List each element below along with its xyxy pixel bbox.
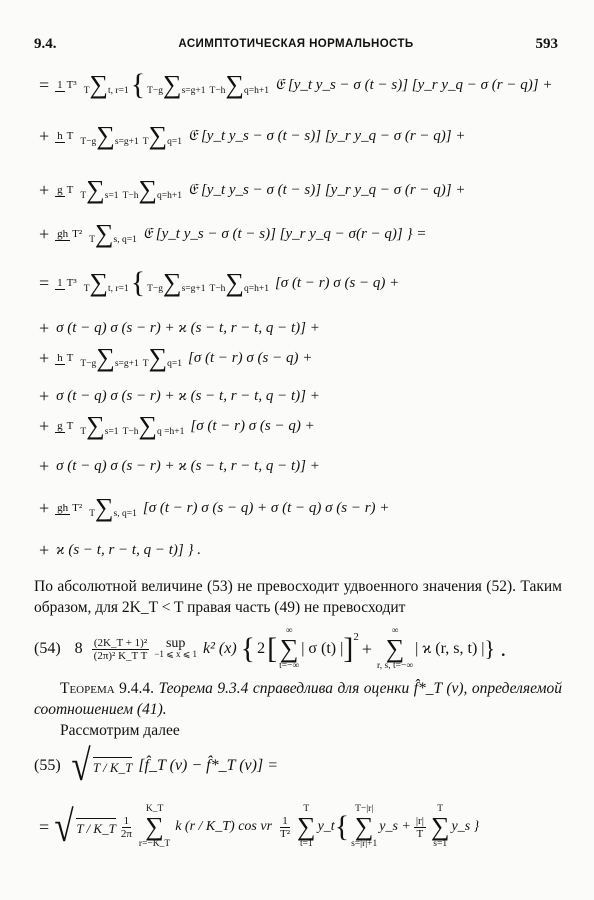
sigma-icon: ∑ xyxy=(297,812,316,841)
frac-num: g xyxy=(57,183,63,196)
sum-top: ∞ xyxy=(285,626,293,636)
eq54-coef: 8 xyxy=(74,640,83,657)
sum-top: T xyxy=(303,804,310,814)
sigma-icon: ∑ xyxy=(163,70,182,99)
line-expression: [σ (t − r) σ (s − q) + xyxy=(190,417,315,434)
frac-num: 1 xyxy=(57,78,63,91)
line-expression: σ (t − q) σ (s − r) + ϰ (s − t, r − t, q − t)] + xyxy=(56,458,320,474)
eq56-frac3 xyxy=(414,815,426,840)
sum-top: T xyxy=(89,509,95,519)
sum-top: T xyxy=(142,137,149,147)
sum-top: T−h xyxy=(122,191,139,201)
sup-label: sup xyxy=(165,636,186,651)
line-expression: ϰ (s − t, r − t, q − t)] } . xyxy=(56,542,201,558)
frac-num: 1 xyxy=(57,276,63,289)
equation-56 xyxy=(36,804,479,850)
sum-bottom: q=h+1 xyxy=(157,191,182,201)
eq54-body-b: | ϰ (r, s, t) | xyxy=(415,640,485,657)
summation xyxy=(142,121,182,150)
sigma-icon: ∑ xyxy=(86,411,105,440)
sigma-icon: ∑ xyxy=(89,70,109,99)
eq56-root-value: T / K_T xyxy=(76,820,116,836)
sigma-icon: ∑ xyxy=(225,70,244,99)
theorem-text: Теорема 9.3.4 справедлива для оценки f̂*_T (ν), определяемой соотношением (41). xyxy=(34,680,563,718)
eq56-k: k (r / K_T) cos νr xyxy=(175,819,273,834)
derivation-line xyxy=(0,268,594,298)
sigma-icon: ∑ xyxy=(430,812,450,841)
line-operator: + xyxy=(39,540,50,560)
line-fraction xyxy=(55,277,79,290)
line-expression: 𝔈 [y_t y_s − σ (t − s)] [y_r y_q − σ(r − q)] } = xyxy=(142,226,427,242)
derivation-line xyxy=(0,318,594,339)
sigma-icon: ∑ xyxy=(96,121,115,150)
sum-top: T−g xyxy=(147,284,164,294)
frac-num: gh xyxy=(57,227,69,240)
equation-55 xyxy=(34,741,278,790)
open-brace: { xyxy=(130,68,146,101)
line-operator: + xyxy=(39,497,50,518)
sigma-icon: ∑ xyxy=(95,219,114,248)
frac-den: T xyxy=(66,183,74,196)
summation xyxy=(83,70,129,99)
open-bracket: [ xyxy=(267,632,278,665)
sigma-icon: ∑ xyxy=(148,121,168,150)
sum-top: ∞ xyxy=(391,626,399,636)
sigma-icon: ∑ xyxy=(86,175,105,204)
sum-top: T xyxy=(83,284,90,294)
frac-den: T² xyxy=(72,501,83,514)
eq55-body: [f̂_T (ν) − f̂*_T (ν)] = xyxy=(138,757,278,774)
line-expression: [σ (t − r) σ (s − q) + xyxy=(274,274,400,291)
paragraph-1: По абсолютной величине (53) не превосходит удвоенного значения (52). Таким образом, для 2K_T < T правая часть (49) не превосходит xyxy=(34,578,562,616)
running-header xyxy=(34,36,558,54)
sum-bottom: q=h+1 xyxy=(243,284,269,294)
derivation-line xyxy=(0,343,594,372)
close-bracket: ] xyxy=(343,632,354,665)
sum-bottom: q=1 xyxy=(167,137,182,147)
sigma-icon: ∑ xyxy=(138,175,158,204)
running-title: АСИМПТОТИЧЕСКАЯ НОРМАЛЬНОСТЬ xyxy=(178,38,414,50)
line-expression: σ (t − q) σ (s − r) + ϰ (s − t, r − t, q − t)] + xyxy=(56,388,320,404)
sum-bottom: s=1 xyxy=(433,839,448,849)
eq54-k: k² (x) xyxy=(203,640,237,657)
sum-bottom: q=h+1 xyxy=(243,86,269,96)
derivation-line xyxy=(0,70,594,100)
open-brace: { xyxy=(334,810,350,843)
frac-den: T xyxy=(66,351,74,364)
summation xyxy=(147,268,206,297)
eq56-frac1 xyxy=(119,815,134,840)
summation xyxy=(122,411,185,440)
eq54-den: (2π)² K_T T xyxy=(93,649,148,662)
eq56-sum-t xyxy=(297,804,316,850)
sum-top: T xyxy=(142,359,149,369)
sum-top: K_T xyxy=(145,804,164,814)
sigma-icon: ∑ xyxy=(148,343,168,372)
sum-bottom: s=g+1 xyxy=(181,86,206,96)
eq56-ys2: y_s } xyxy=(451,819,480,834)
eq55-root-value: T / K_T xyxy=(92,759,133,775)
summation xyxy=(80,411,119,440)
sigma-icon: ∑ xyxy=(89,268,109,297)
eq56-yt: y_t xyxy=(317,819,335,834)
sup-range: −1 ⩽ x ⩽ 1 xyxy=(154,649,197,659)
eq54-end: } . xyxy=(484,636,507,661)
line-expression: 𝔈 [y_t y_s − σ (t − s)] [y_r y_q − σ (r − q)] + xyxy=(274,77,553,93)
sigma-icon: ∑ xyxy=(163,268,182,297)
line-fraction xyxy=(55,420,75,433)
sum-top: T xyxy=(80,191,87,201)
eq54-num: (2K_T + 1)² xyxy=(93,636,148,649)
line-expression: 𝔈 [y_t y_s − σ (t − s)] [y_r y_q − σ (r − q)] + xyxy=(188,128,466,144)
eq56-pre: = xyxy=(39,816,50,837)
section-number: 9.4. xyxy=(34,36,57,52)
sum-bottom: t, r=1 xyxy=(108,86,129,96)
frac-den: T³ xyxy=(66,78,77,91)
sigma-icon: ∑ xyxy=(385,634,405,663)
summation xyxy=(142,343,182,372)
frac-den: T³ xyxy=(66,276,77,289)
line-operator: + xyxy=(39,125,50,146)
derivation-line xyxy=(0,121,594,150)
eq56-sum-s2 xyxy=(431,804,450,850)
summation xyxy=(80,175,119,204)
line-fraction xyxy=(55,502,84,515)
sum-bottom: r, s, t=−∞ xyxy=(377,661,414,671)
line-fraction xyxy=(55,79,79,92)
frac-num: h xyxy=(57,129,63,142)
sum-top: T−g xyxy=(80,137,97,147)
summation xyxy=(147,70,206,99)
line-operator: + xyxy=(39,386,50,406)
sigma-icon: ∑ xyxy=(145,812,164,841)
sum-bottom: s, q=1 xyxy=(113,235,137,245)
eq54-sup xyxy=(154,638,197,660)
line-expression: σ (t − q) σ (s − r) + ϰ (s − t, r − t, q − t)] + xyxy=(56,320,320,336)
eq55-label: (55) xyxy=(34,757,61,774)
line-operator: + xyxy=(39,415,50,436)
eq54-sum-b xyxy=(377,626,413,672)
frac-num: gh xyxy=(57,501,69,514)
sum-top: T−h xyxy=(122,427,139,437)
frac-num: g xyxy=(57,419,63,432)
eq55-radicand xyxy=(93,757,133,776)
frac-den: T² xyxy=(280,827,291,840)
summation xyxy=(80,343,139,372)
sum-bottom: s=|r|+1 xyxy=(351,839,378,849)
summation xyxy=(122,175,182,204)
line-operator: + xyxy=(39,456,50,476)
sum-top: T−g xyxy=(147,86,164,96)
theorem-9-4-4 xyxy=(34,678,562,720)
eq54-label: (54) xyxy=(34,640,61,657)
eq54-fraction xyxy=(92,637,150,662)
line-fraction xyxy=(55,228,84,241)
frac-num: h xyxy=(57,351,63,364)
sigma-icon: ∑ xyxy=(279,634,299,663)
open-brace: { xyxy=(130,266,146,299)
summation xyxy=(83,268,129,297)
summation xyxy=(80,121,139,150)
line-operator: = xyxy=(39,272,50,293)
frac-den: 2π xyxy=(120,827,132,840)
sum-bottom: s=g+1 xyxy=(114,137,139,147)
line-expression: 𝔈 [y_t y_s − σ (t − s)] [y_r y_q − σ (r − q)] + xyxy=(188,182,466,198)
sum-bottom: s=g+1 xyxy=(114,359,139,369)
line-operator: + xyxy=(39,347,50,368)
sum-bottom: t=1 xyxy=(299,839,313,849)
page-number: 593 xyxy=(535,36,558,52)
sum-top: T xyxy=(89,235,95,245)
line-expression: [σ (t − r) σ (s − q) + xyxy=(188,349,313,366)
derivation-line xyxy=(0,493,594,522)
eq56-ys: y_s + xyxy=(379,819,411,834)
frac-den: T xyxy=(66,419,74,432)
eq54-power: 2 xyxy=(353,631,359,643)
line-fraction xyxy=(55,184,75,197)
sum-bottom: s=1 xyxy=(104,191,119,201)
equation-54 xyxy=(34,626,506,672)
frac-num: 1 xyxy=(282,814,288,827)
sum-top: T−g xyxy=(80,359,97,369)
line-fraction xyxy=(55,352,75,365)
eq56-sum-s xyxy=(351,804,377,850)
sigma-icon: ∑ xyxy=(354,812,374,841)
sigma-icon: ∑ xyxy=(225,268,244,297)
derivation-line xyxy=(0,411,594,440)
eq56-sum-r xyxy=(139,804,170,850)
frac-den: T² xyxy=(72,227,83,240)
sum-bottom: t, r=1 xyxy=(108,284,129,294)
line-expression: [σ (t − r) σ (s − q) + σ (t − q) σ (s − r) + xyxy=(142,499,390,516)
frac-den: T xyxy=(416,827,424,840)
plus-sign: + xyxy=(361,638,372,659)
sigma-icon: ∑ xyxy=(96,343,115,372)
sum-top: T−|r| xyxy=(355,804,374,814)
sum-top: T xyxy=(437,804,444,814)
line-operator: + xyxy=(39,179,50,200)
sum-top: T xyxy=(80,427,87,437)
derivation-line xyxy=(0,175,594,204)
derivation-line xyxy=(0,456,594,477)
eq54-sum-a xyxy=(279,626,299,672)
derivation-line xyxy=(0,219,594,248)
eq54-body-a: | σ (t) | xyxy=(301,640,344,657)
sigma-icon: ∑ xyxy=(95,493,114,522)
sum-bottom: s=g+1 xyxy=(181,284,206,294)
sum-bottom: s, q=1 xyxy=(113,509,137,519)
theorem-name: Теорема 9.4.4. xyxy=(60,680,155,697)
sqrt-icon: √ xyxy=(71,741,91,790)
summation xyxy=(89,219,137,248)
sum-bottom: r=−K_T xyxy=(138,839,171,849)
eq56-frac2 xyxy=(278,815,292,840)
sum-top: T−h xyxy=(209,86,226,96)
frac-num: 1 xyxy=(123,814,130,827)
sum-bottom: q=1 xyxy=(167,359,182,369)
sum-bottom: t=−∞ xyxy=(279,661,300,671)
sum-top: T xyxy=(83,86,90,96)
sqrt-icon: √ xyxy=(54,802,74,851)
sigma-icon: ∑ xyxy=(138,411,158,440)
paragraph-2: Рассмотрим далее xyxy=(60,722,180,739)
summation xyxy=(209,268,269,297)
sum-top: T−h xyxy=(209,284,226,294)
sum-bottom: s=1 xyxy=(104,427,119,437)
open-brace: { xyxy=(240,632,256,665)
summation xyxy=(209,70,269,99)
line-operator: + xyxy=(39,318,50,338)
derivation-line xyxy=(0,386,594,407)
coef-two: 2 xyxy=(257,640,266,657)
sum-bottom: q =h+1 xyxy=(157,427,185,437)
line-fraction xyxy=(55,130,75,143)
derivation-line xyxy=(0,540,594,561)
eq56-radicand xyxy=(76,818,116,837)
frac-num: |r| xyxy=(415,814,424,827)
frac-den: T xyxy=(66,129,74,142)
line-operator: = xyxy=(39,74,50,95)
line-operator: + xyxy=(39,223,50,244)
summation xyxy=(89,493,137,522)
